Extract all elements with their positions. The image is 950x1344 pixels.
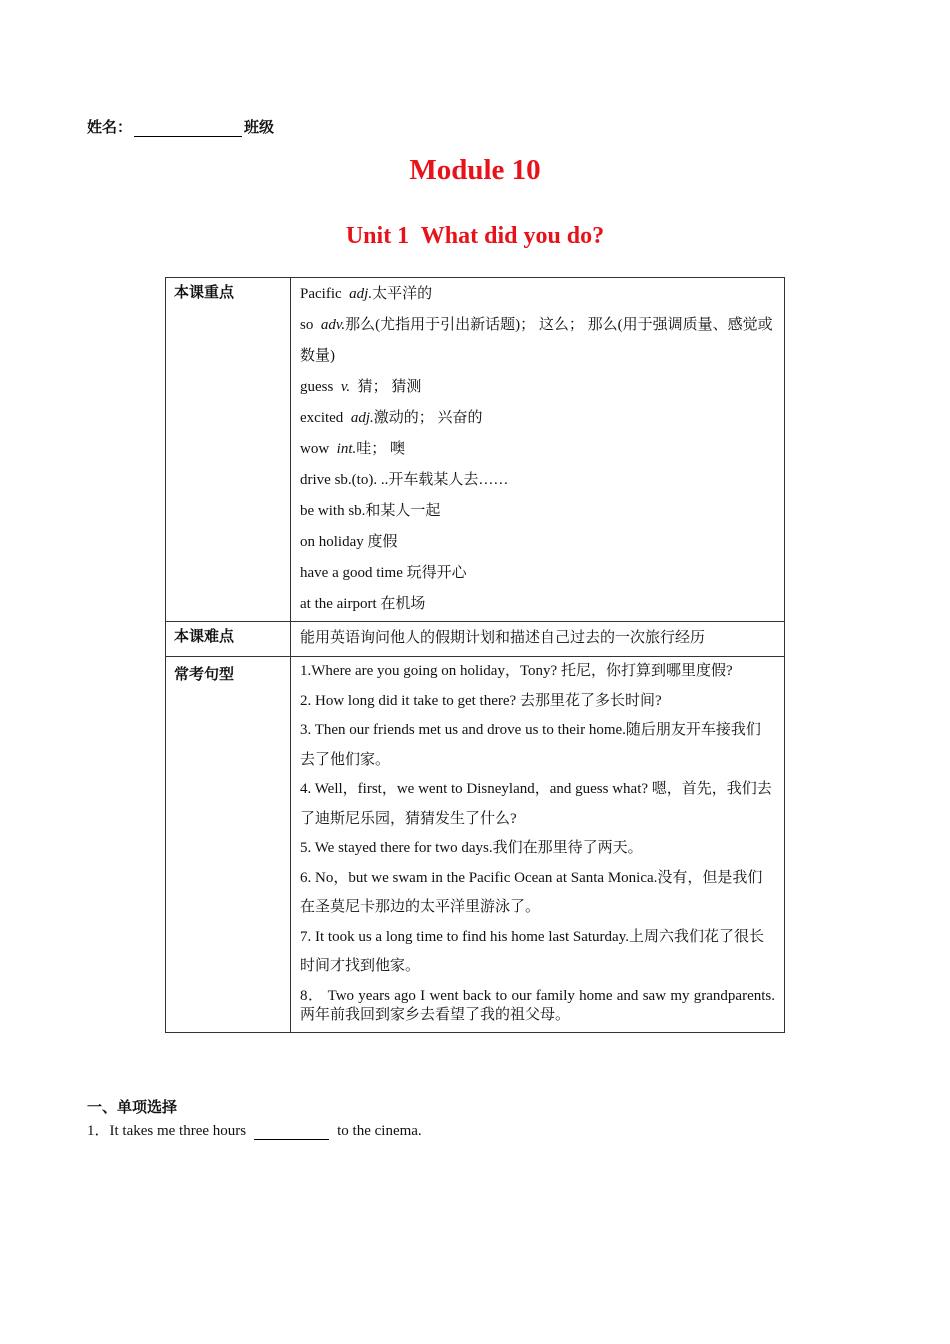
key-points-label: 本课重点 <box>166 278 291 622</box>
phrase-item: have a good time 玩得开心 <box>300 565 467 581</box>
key-points-content <box>291 278 785 622</box>
question-1 <box>87 1119 422 1140</box>
sentence-item: 8． Two years ago I went back to our family home and saw my grandparents.两年前我回到家乡去看望了我的祖父母。 <box>300 987 775 1023</box>
sentences-row <box>166 657 785 1033</box>
vocab-item: so adv.那么(尤指用于引出新话题)； 这么； 那么(用于强调质量、感觉或数量) <box>300 317 773 364</box>
module-title: Module 10 <box>409 154 541 186</box>
key-points-row <box>166 278 785 622</box>
sentence-item: 2. How long did it take to get there? 去那里花了多长时间? <box>300 692 662 709</box>
phrase-item: at the airport 在机场 <box>300 596 426 612</box>
sentence-item: 3. Then our friends met us and drove us to their home.随后朋友开车接我们去了他们家。 <box>300 722 761 768</box>
name-blank[interactable] <box>134 122 242 137</box>
phrase-item: drive sb.(to). ..开车载某人去…… <box>300 472 509 488</box>
sentence-item: 4. Well，first，we went to Disneyland，and guess what? 嗯，首先，我们去了迪斯尼乐园，猜猜发生了什么? <box>300 781 772 827</box>
sentences-label: 常考句型 <box>166 657 291 1033</box>
lesson-table <box>165 277 785 1033</box>
answer-blank[interactable] <box>254 1125 329 1140</box>
vocab-item: Pacific adj.太平洋的 <box>300 286 433 302</box>
name-class-line <box>87 116 274 137</box>
phrase-item: on holiday 度假 <box>300 534 398 550</box>
vocab-item: excited adj.激动的； 兴奋的 <box>300 410 483 426</box>
question-1-suffix: to the cinema. <box>337 1123 422 1139</box>
sentence-item: 5. We stayed there for two days.我们在那里待了两天。 <box>300 840 643 856</box>
vocab-item: guess v. 猜； 猜测 <box>300 379 422 395</box>
class-label: 班级 <box>244 119 275 136</box>
question-1-prefix: 1．It takes me three hours <box>87 1123 247 1139</box>
difficulty-row <box>166 622 785 657</box>
vocab-item: wow int.哇； 噢 <box>300 441 406 457</box>
section-heading: 一、单项选择 <box>87 1099 178 1116</box>
phrase-item: be with sb.和某人一起 <box>300 503 441 519</box>
unit-title: Unit 1 What did you do? <box>345 223 605 249</box>
difficulty-text: 能用英语询问他人的假期计划和描述自己过去的一次旅行经历 <box>300 630 706 646</box>
difficulty-label: 本课难点 <box>166 622 291 657</box>
sentence-item: 1.Where are you going on holiday，Tony? 托尼，你打算到哪里度假? <box>300 663 733 679</box>
name-label: 姓名： <box>87 119 133 136</box>
sentences-content <box>291 657 785 1033</box>
sentence-item: 6. No，but we swam in the Pacific Ocean at Santa Monica.没有，但是我们在圣莫尼卡那边的太平洋里游泳了。 <box>300 869 763 915</box>
sentence-item: 7. It took us a long time to find his home last Saturday.上周六我们花了很长时间才找到他家。 <box>300 928 764 974</box>
